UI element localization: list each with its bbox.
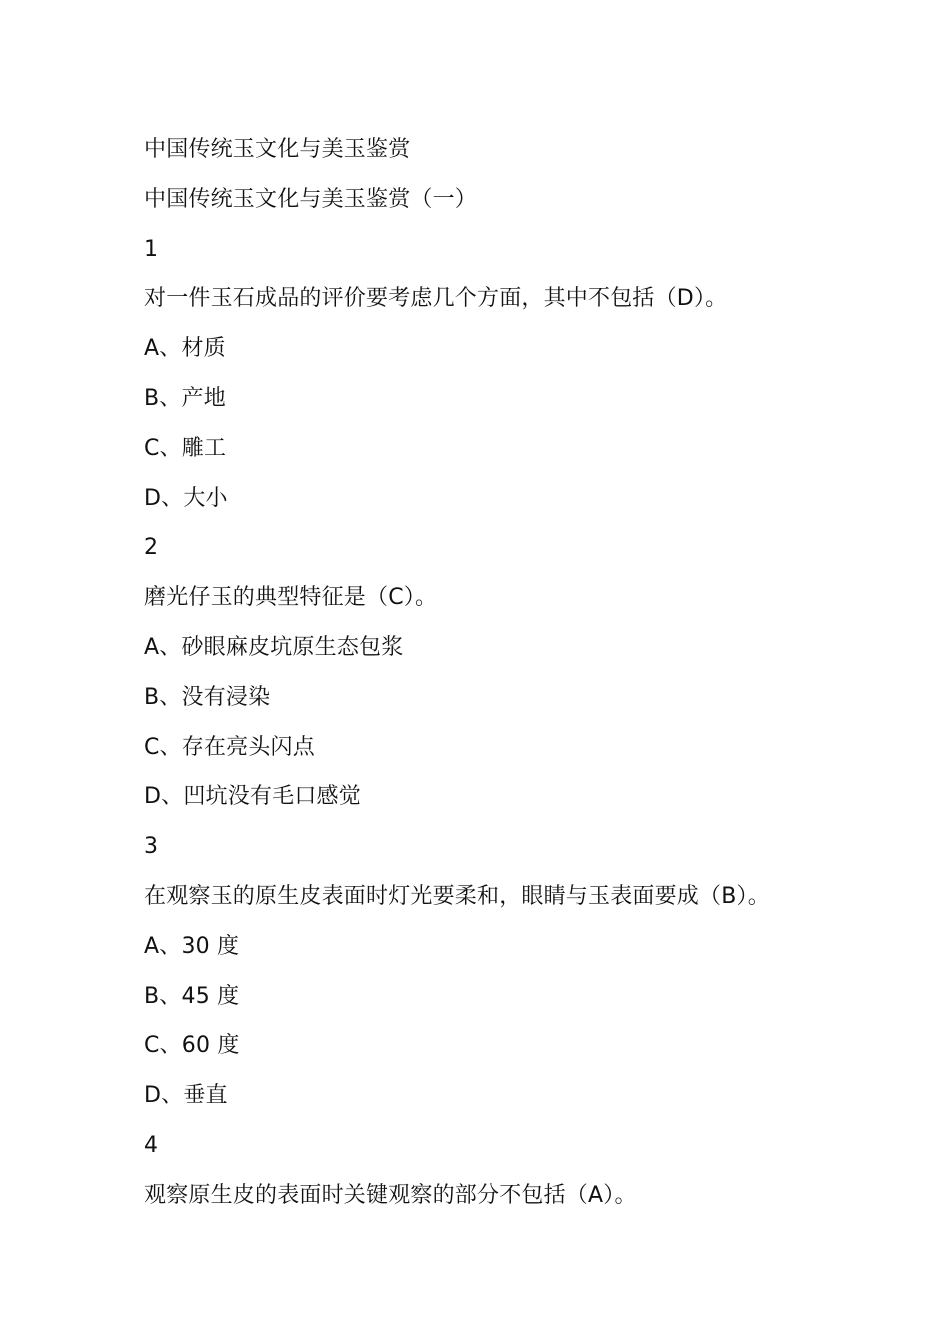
question-text: 对一件玉石成品的评价要考虑几个方面，其中不包括（D）。 [144,286,728,312]
question-number: 2 [144,535,159,561]
question-text: 观察原生皮的表面时关键观察的部分不包括（A）。 [144,1182,637,1208]
option-a: A、30 度 [144,933,240,959]
option-a: A、材质 [144,336,226,362]
option-c: C、雕工 [144,435,227,461]
option-b: B、产地 [144,385,226,411]
option-c: C、存在亮头闪点 [144,734,315,760]
option-a: A、砂眼麻皮坑原生态包浆 [144,634,404,660]
section-title: 中国传统玉文化与美玉鉴赏（一） [144,186,478,212]
question-text: 磨光仔玉的典型特征是（C）。 [144,585,438,611]
option-d: D、凹坑没有毛口感觉 [144,784,361,810]
question-number: 1 [144,236,159,262]
question-text: 在观察玉的原生皮表面时灯光要柔和，眼睛与玉表面要成（B）。 [144,883,770,909]
option-b: B、没有浸染 [144,684,271,710]
option-b: B、45 度 [144,983,240,1009]
question-number: 3 [144,834,159,860]
option-c: C、60 度 [144,1033,240,1059]
option-d: D、垂直 [144,1083,228,1109]
document-page [144,130,864,1226]
question-number: 4 [144,1132,159,1158]
document-title: 中国传统玉文化与美玉鉴赏 [144,137,411,162]
option-d: D、大小 [144,485,228,511]
